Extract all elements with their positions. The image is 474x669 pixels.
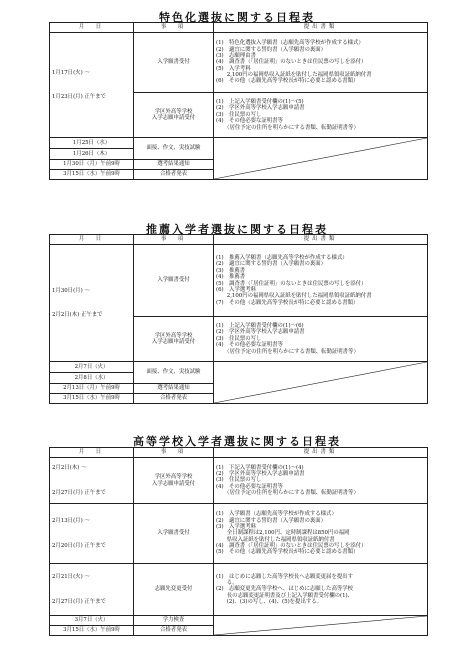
- docs-apply: (1) 推薦入学願書（志願先高等学校が作成する様式） (2) 適宜に関する誓約書（入学願書の裏面） (3) 推薦書 (4) 推薦書 (5) 調査書（「居住証明」のないときは住民票の写しを添付） (6) 入学選考料 2,100円の福岡県収入証紙を貼付した福岡県領収証紙納付書 (7) その他（志願先高等学校長が特に必要と認める書類）: [214, 245, 428, 317]
- date-range-change: 2月21日(火) 〜 2月27日(月) 正午まで: [50, 564, 134, 616]
- date-range-outside: 2月2日(木) 〜 2月27日(月) 正午まで: [50, 458, 134, 504]
- item-apply: 入学願書受付: [134, 504, 214, 564]
- announce-date: 3月15日（水）午前9時: [50, 394, 134, 404]
- section1-table: [49, 22, 428, 180]
- section3-title: 高等学校入学者選抜に関する日程表: [133, 435, 341, 448]
- date-range: 1月17日(火) 〜 1月23日(月) 正午まで: [50, 33, 134, 138]
- exam-date: 3月7日（火）: [50, 616, 134, 626]
- section1-title: 特色化選抜に関する日程表: [159, 11, 315, 24]
- announce-date: 3月15日（水）午前9時: [50, 170, 134, 180]
- exam-date-1: 2月7日（火）: [50, 362, 134, 373]
- header-item: 事 項: [134, 448, 214, 458]
- docs-outside-district: (1) 上記入学願書受付欄の(1)〜(6) (2) 学区外高等学校入学志願申請書 (3) 住民票の写し (4) その他必要な証明書等 （居住予定の住所を明らかにする書類、転勤証明書等）: [214, 317, 428, 362]
- announce-item: 合格者発表: [134, 394, 214, 404]
- announce-item: 合格者発表: [134, 626, 214, 636]
- header-item: 事 項: [134, 23, 214, 33]
- exam-date-2: 1月26日（木）: [50, 149, 134, 160]
- item-outside-district: 学区外高等学校 入学志願申請受付: [134, 458, 214, 504]
- announce-item: 合格者発表: [134, 170, 214, 180]
- item-outside-district: 学区外高等学校 入学志願申請受付: [134, 93, 214, 138]
- exam-item: 面接、作文、実技試験: [134, 362, 214, 384]
- notice-date: 2月13日（月）午前9時: [50, 384, 134, 394]
- exam-date-1: 1月25日（水）: [50, 138, 134, 149]
- empty-diagonal-cell: [214, 362, 428, 404]
- date-range-apply: 2月13日(月) 〜 2月20日(月) 正午まで: [50, 504, 134, 564]
- exam-date-2: 2月8日（水）: [50, 373, 134, 384]
- section3-table: [49, 447, 428, 636]
- section2-table: [49, 234, 428, 404]
- notice-item: 選考結果通知: [134, 160, 214, 170]
- header-date: 月 日: [50, 448, 134, 458]
- item-apply: 入学願書受付: [134, 33, 214, 93]
- exam-item: 学力検査: [134, 616, 214, 626]
- header-date: 月 日: [50, 235, 134, 245]
- docs-outside-district: (1) 下記入学願書受付欄の(1)〜(4) (2) 学区外高等学校入学志願申請書 (3) 住民票の写し (4) その他必要な証明書等 （居住予定の住所を明らかにする書類、転勤証明書等）: [214, 458, 428, 504]
- header-item: 事 項: [134, 235, 214, 245]
- header-date: 月 日: [50, 23, 134, 33]
- exam-item: 面接、作文、実技試験: [134, 138, 214, 160]
- announce-date: 3月15日（水）午前9時: [50, 626, 134, 636]
- header-docs: 提出書類: [214, 23, 428, 33]
- docs-apply: (1) 特色化選抜入学願書（志願先高等学校が作成する様式） (2) 適宜に関する誓約書（入学願書の裏面） (3) 志願理由書 (4) 調査書（「居住証明」のないときは住民票の写しを添付） (5) 入学考料 2,100円の福岡県収入証紙を貼付した福岡県領収証紙納付書 (6) その他（志願先高等学校長が特に必要と認める書類）: [214, 33, 428, 93]
- date-range: 1月30日(月) 〜 2月2日(木) 正午まで: [50, 245, 134, 362]
- header-docs: 提出書類: [214, 235, 428, 245]
- item-outside-district: 学区外高等学校 入学志願申請受付: [134, 317, 214, 362]
- docs-outside-district: (1) 上記入学願書受付欄の(1)〜(5) (2) 学区外高等学校入学志願申請書 (3) 住民票の写し (4) その他必要な証明書等 （居住予定の住所を明らかにする書類、転勤証明書等）: [214, 93, 428, 138]
- empty-diagonal-cell: [214, 138, 428, 180]
- notice-item: 選考結果通知: [134, 384, 214, 394]
- docs-change: (1) はじめに志願した高等学校長へ志願変更届を提出す る。 (2) 志願変更先高等学校へ、はじめに志願した高等学校 長の志願変更証明書及び上記入学願書受付欄の(1)、 (2)、(3)の写し、(4)、(5)を提出する。: [214, 564, 428, 616]
- notice-date: 1月30日（月）午前9時: [50, 160, 134, 170]
- item-change: 志願先変更受付: [134, 564, 214, 616]
- section2-title: 推薦入学者選抜に関する日程表: [146, 223, 328, 236]
- header-docs: 提出書類: [214, 448, 428, 458]
- docs-apply: (1) 入学願書（志願先高等学校が作成する様式） (2) 適宜に関する誓約書（入学願書の裏面） (3) 入学選考料 全日制課程は2,100円、定時制課程は850円の福岡 県収入証紙を貼付した福岡県領収証紙納付書 (4) 調査書（「居住証明」のないときは住民票の写しを添付） (5) その他（志願先高等学校長が特に必要と認める書類）: [214, 504, 428, 564]
- item-apply: 入学願書受付: [134, 245, 214, 317]
- empty-diagonal-cell: [214, 616, 428, 636]
